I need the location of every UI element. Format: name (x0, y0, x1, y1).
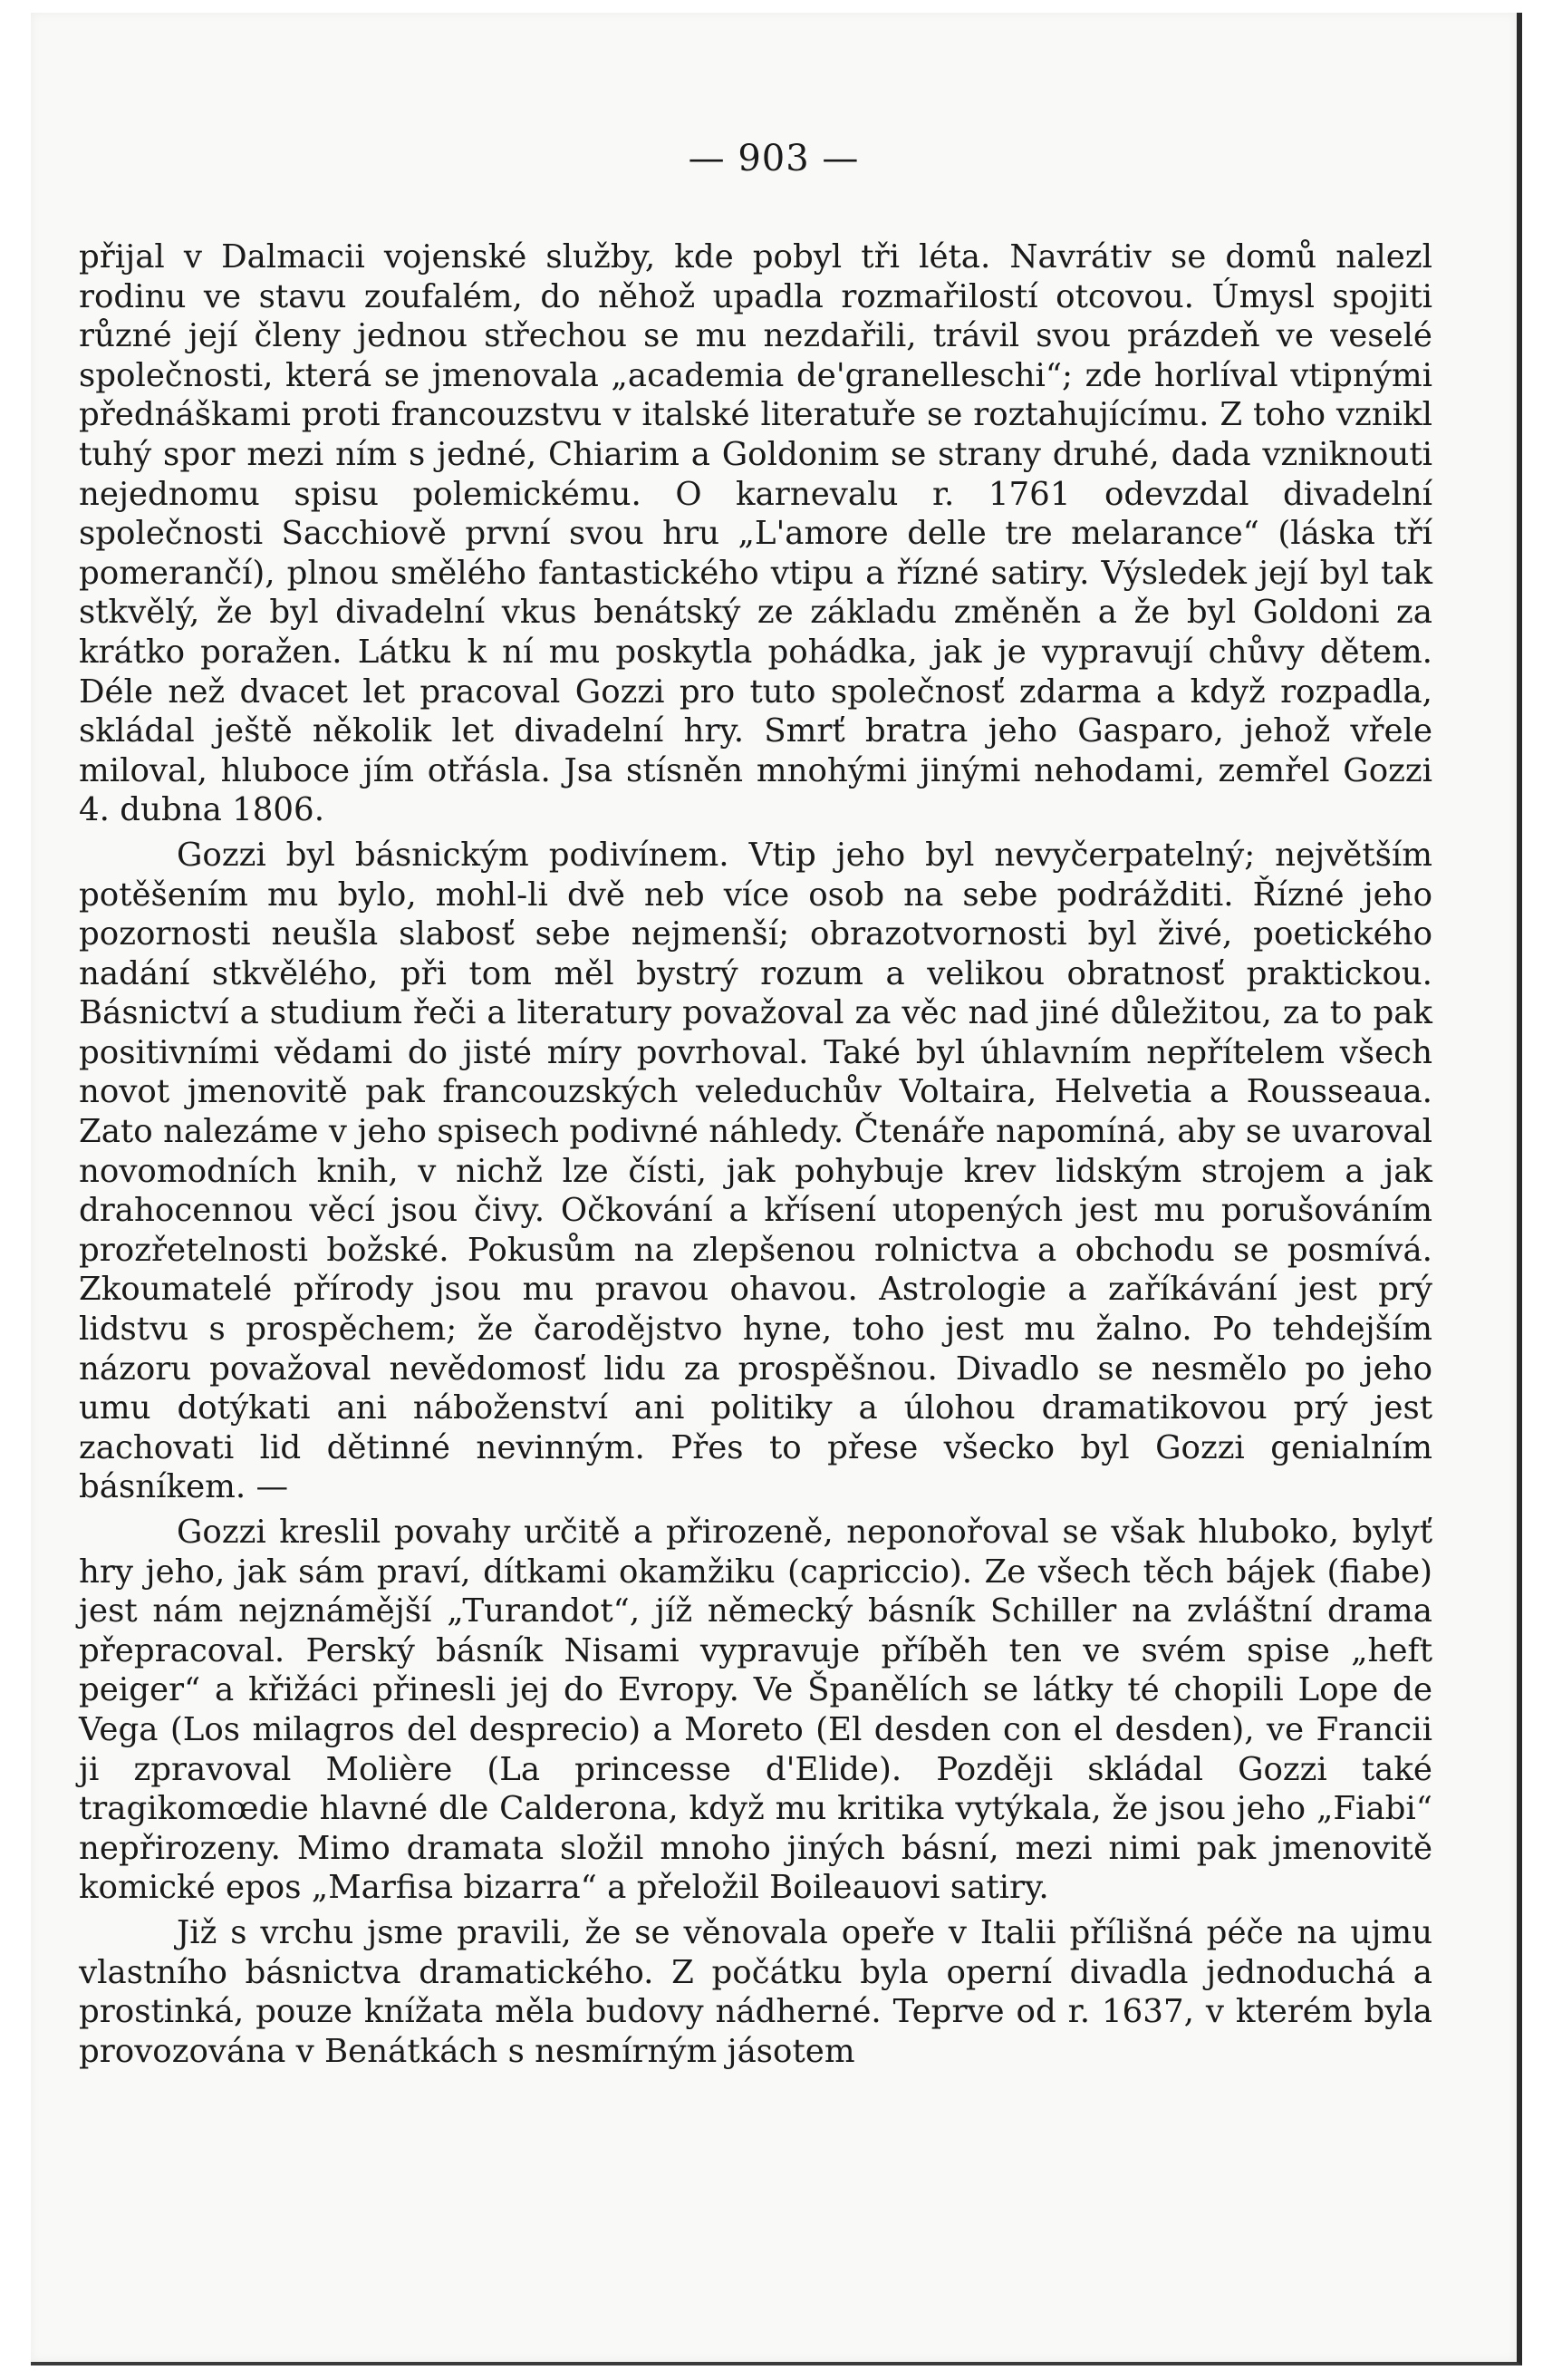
paragraph-3: Gozzi kreslil povahy určitě a přirozeně, neponořoval se však hluboko, bylyť hry jeho, jak sám praví, dítkami okamžiku (capriccio). Ze všech těch bájek (fiabe) jest nám nejznámější „Turandot“, jíž německý básník Schiller na zvláštní drama přepracoval. Perský básník Nisami vypravuje příběh ten ve svém spise „heft peiger“ a křižáci přinesli jej do Evropy. Ve Španělích se látky té chopili Lope de Vega (Los milagros del desprecio) a Moreto (El desden con el desden), ve Francii ji zpravoval Molière (La princesse d'Elide). Později skládal Gozzi také tragikomœdie hlavné dle Calderona, když mu kritika vytýkala, že jsou jeho „Fiabi“ nepřirozeny. Mimo dramata složil mnoho jiných básní, mezi nimi pak jmenovitě komické epos „Marfisa bizarra“ a přeložil Boileauovi satiry. (79, 1514, 1432, 1907)
page-number: — 903 — (688, 138, 860, 179)
paragraph-4: Již s vrchu jsme pravili, že se věnovala opeře v Italii přílišná péče na ujmu vlastního básnictva dramatického. Z počátku byla operní divadla jednoduchá a prostinká, pouze knížata měla budovy nádherné. Teprve od r. 1637, v kterém byla provozována v Benátkách s nesmírným jásotem (79, 1913, 1432, 2070)
body-text (79, 237, 1432, 2071)
paragraph-2: Gozzi byl básnickým podivínem. Vtip jeho byl nevyčerpatelný; největším potěšením mu bylo, mohl-li dvě neb více osob na sebe podrážditi. Řízné jeho pozornosti neušla slabosť sebe nejmenší; obrazotvornosti byl živé, poetického nadání stkvělého, při tom měl bystrý rozum a velikou obratnosť praktickou. Básnictví a studium řeči a literatury považoval za věc nad jiné důležitou, za to pak positivními vědami do jisté míry povrhoval. Také byl úhlavním nepřítelem všech novot jmenovitě pak francouzských veleduchův Voltaira, Helvetia a Rousseaua. Zato nalezáme v jeho spisech podivné náhledy. Čtenáře napomíná, aby se uvaroval novomodních knih, v nichž lze čísti, jak pohybuje krev lidským strojem a jak drahocennou věcí jsou čivy. Očkování a křísení utopených jest mu porušováním prozřetelnosti božské. Pokusům na zlepšenou rolnictva a obchodu se posmívá. Zkoumatelé přírody jsou mu pravou ohavou. Astrologie a zaříkávání jest prý lidstvu s prospěchem; že čarodějstvo hyne, toho jest mu žalno. Po tehdejším názoru považoval nevědomosť lidu za prospěšnou. Divadlo se nesmělo po jeho umu dotýkati ani náboženství ani politiky a úlohou dramatikovou prý jest zachovati lid dětinné nevinným. Přes to přese všecko byl Gozzi genialním básníkem. — (79, 836, 1432, 1506)
book-page (31, 13, 1522, 2365)
paragraph-1: přijal v Dalmacii vojenské služby, kde pobyl tři léta. Navrátiv se domů nalezl rodinu ve stavu zoufalém, do něhož upadla rozmařilostí otcovou. Úmysl spojiti různé její členy jednou střechou se mu nezdařili, trávil svou prázdeň ve veselé společnosti, která se jmenovala „academia de'granelleschi“; zde horlíval vtipnými přednáškami proti francouzstvu v italské literatuře se roztahujícímu. Z toho vznikl tuhý spor mezi ním s jedné, Chiarim a Goldonim se strany druhé, dada vzniknouti nejednomu spisu polemickému. O karnevalu r. 1761 odevzdal divadelní společnosti Sacchiově první svou hru „L'amore delle tre melarance“ (láska tří pomerančí), plnou smělého fantastického vtipu a řízné satiry. Výsledek její byl tak stkvělý, že byl divadelní vkus benátský ze základu změněn a že byl Goldoni za krátko poražen. Látku k ní mu poskytla pohádka, jak je vypravují chůvy dětem. Déle než dvacet let pracoval Gozzi pro tuto společnosť zdarma a když rozpadla, skládal ještě několik let divadelní hry. Smrť bratra jeho Gasparo, jehož vřele miloval, hluboce jím otřásla. Jsa stísněn mnohými jinými nehodami, zemřel Gozzi 4. dubna 1806. (79, 238, 1432, 829)
